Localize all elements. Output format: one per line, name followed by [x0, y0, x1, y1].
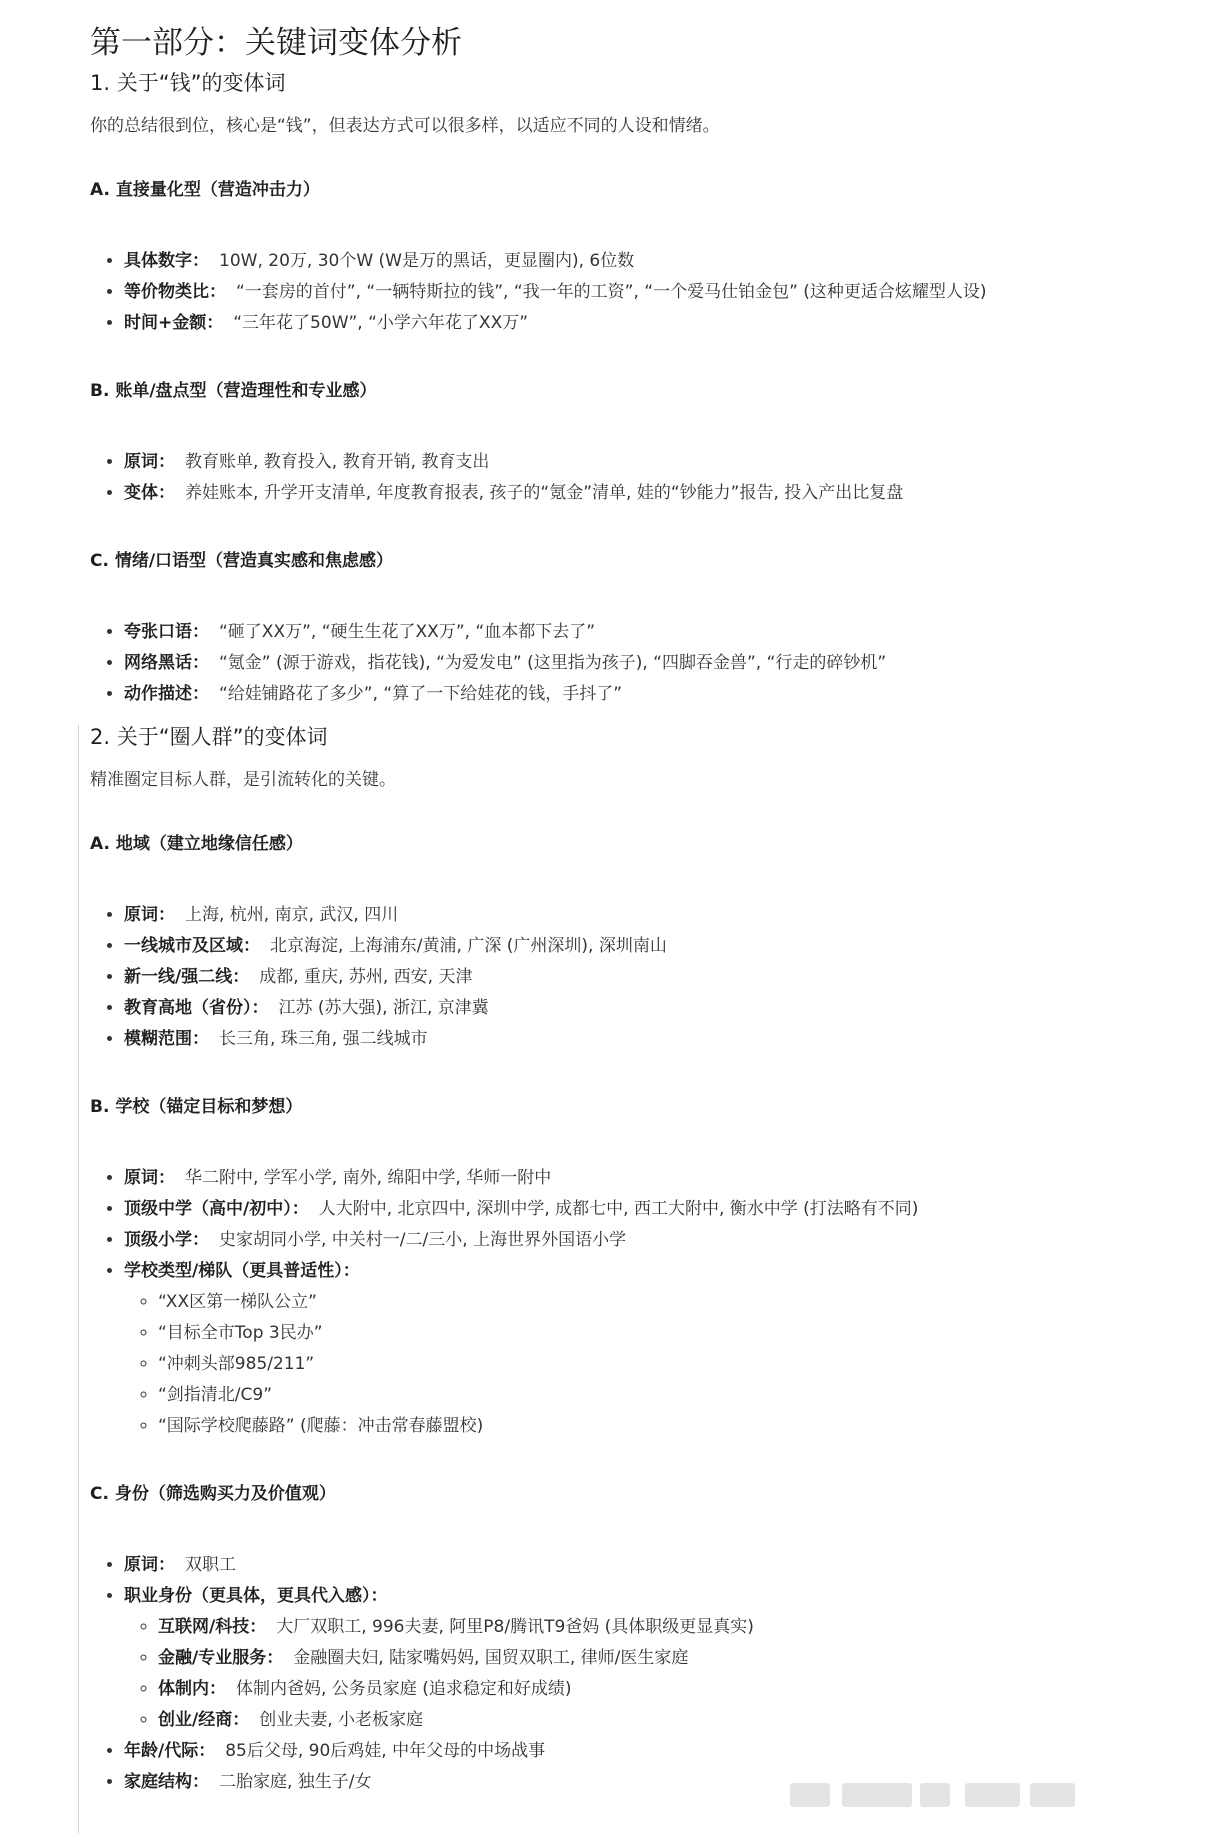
s1-b-list — [90, 447, 1190, 509]
item-value: 双职工 — [185, 1555, 236, 1575]
list-item — [124, 1024, 1190, 1055]
sub-list-item: ◦ “国际学校爬藤路” (爬藤：冲击常春藤盟校) — [158, 1411, 1190, 1442]
list-item — [124, 308, 1190, 339]
quote-rule — [78, 725, 79, 1833]
item-value: 成都, 重庆, 苏州, 西安, 天津 — [259, 967, 473, 987]
list-item — [124, 679, 1190, 710]
s1-c-heading: C. 情绪/口语型（营造真实感和焦虑感） — [90, 551, 394, 571]
list-item — [124, 1736, 1190, 1767]
item-value: 教育账单, 教育投入, 教育开销, 教育支出 — [185, 452, 490, 472]
sub-list-item — [158, 1612, 1190, 1643]
item-key: 动作描述： — [124, 684, 209, 704]
s2-a-list — [90, 900, 1190, 1055]
item-value: 北京海淀, 上海浦东/黄浦, 广深 (广州深圳), 深圳南山 — [270, 936, 667, 956]
list-item — [124, 277, 1190, 308]
sub-list-item: ◦ “XX区第一梯队公立” — [158, 1287, 1190, 1318]
item-key: 网络黑话： — [124, 653, 209, 673]
sub-list-item — [158, 1643, 1190, 1674]
item-key: 原词： — [124, 1555, 175, 1575]
item-key: 教育高地（省份）： — [124, 998, 269, 1018]
list-item — [124, 1163, 1190, 1194]
sub-list-item: ◦ “剑指清北/C9” — [158, 1380, 1190, 1411]
item-key: 体制内： — [158, 1679, 226, 1699]
list-item — [124, 1550, 1190, 1581]
item-key: 一线城市及区域： — [124, 936, 260, 956]
list-item — [124, 478, 1190, 509]
s2-b-heading: B. 学校（锚定目标和梦想） — [90, 1097, 303, 1117]
school-type-sublist — [124, 1287, 1190, 1442]
sub-list-item — [158, 1674, 1190, 1705]
document-content — [90, 18, 1190, 1798]
list-item — [124, 1581, 1190, 1736]
occupation-sublist — [124, 1612, 1190, 1736]
list-item — [124, 900, 1190, 931]
item-value: “给娃铺路花了多少”, “算了一下给娃花的钱，手抖了” — [219, 684, 623, 704]
item-value: 10W, 20万, 30个W (W是万的黑话，更显圈内), 6位数 — [219, 251, 635, 271]
item-key: 夸张口语： — [124, 622, 209, 642]
item-value: 创业夫妻, 小老板家庭 — [259, 1710, 424, 1730]
item-value: 人大附中, 北京四中, 深圳中学, 成都七中, 西工大附中, 衡水中学 (打法略有不同) — [318, 1199, 919, 1219]
item-key: 顶级中学（高中/初中）： — [124, 1199, 309, 1219]
section-1-intro: 你的总结很到位，核心是“钱”，但表达方式可以很多样，以适应不同的人设和情绪。 — [90, 116, 720, 136]
list-item — [124, 1256, 1190, 1442]
item-key: 互联网/科技： — [158, 1617, 267, 1637]
sub-list-item: ◦ “目标全市Top 3民办” — [158, 1318, 1190, 1349]
item-value: “三年花了50W”, “小学六年花了XX万” — [233, 313, 529, 333]
item-key: 顶级小学： — [124, 1230, 209, 1250]
item-value: “砸了XX万”, “硬生生花了XX万”, “血本都下去了” — [219, 622, 596, 642]
item-value: 华二附中, 学军小学, 南外, 绵阳中学, 华师一附中 — [185, 1168, 552, 1188]
section-2-heading: 2. 关于“圈人群”的变体词 — [90, 725, 328, 749]
item-key: 职业身份（更具体，更具代入感）： — [124, 1586, 388, 1606]
section-1-heading: 1. 关于“钱”的变体词 — [90, 71, 286, 95]
item-key: 模糊范围： — [124, 1029, 209, 1049]
item-key: 原词： — [124, 1168, 175, 1188]
sub-list-item: ◦ “冲刺头部985/211” — [158, 1349, 1190, 1380]
s2-a-heading: A. 地域（建立地缘信任感） — [90, 834, 303, 854]
item-value: 金融圈夫妇, 陆家嘴妈妈, 国贸双职工, 律师/医生家庭 — [293, 1648, 689, 1668]
item-value: 体制内爸妈, 公务员家庭 (追求稳定和好成绩) — [236, 1679, 572, 1699]
item-key: 变体： — [124, 483, 175, 503]
list-item — [124, 648, 1190, 679]
item-value: “氪金” (源于游戏，指花钱), “为爱发电” (这里指为孩子), “四脚吞金兽”, “行走的碎钞机” — [219, 653, 887, 673]
list-item — [124, 246, 1190, 277]
s2-c-heading: C. 身份（筛选购买力及价值观） — [90, 1484, 336, 1504]
s1-c-list — [90, 617, 1190, 710]
item-value: 江苏 (苏大强), 浙江, 京津冀 — [278, 998, 489, 1018]
item-value: 养娃账本, 升学开支清单, 年度教育报表, 孩子的“氪金”清单, 娃的“钞能力”报告, 投入产出比复盘 — [185, 483, 904, 503]
item-value: 85后父母, 90后鸡娃, 中年父母的中场战事 — [225, 1741, 546, 1761]
item-key: 具体数字： — [124, 251, 209, 271]
sub-list-item — [158, 1705, 1190, 1736]
item-key: 年龄/代际： — [124, 1741, 216, 1761]
item-key: 创业/经商： — [158, 1710, 250, 1730]
s2-b-list — [90, 1163, 1190, 1442]
item-key: 家庭结构： — [124, 1772, 209, 1792]
s2-c-list — [90, 1550, 1190, 1798]
list-item — [124, 617, 1190, 648]
s1-b-heading: B. 账单/盘点型（营造理性和专业感） — [90, 381, 377, 401]
item-key: 等价物类比： — [124, 282, 226, 302]
list-item — [124, 993, 1190, 1024]
item-value: 史家胡同小学, 中关村一/二/三小, 上海世界外国语小学 — [219, 1230, 627, 1250]
item-value: “一套房的首付”, “一辆特斯拉的钱”, “我一年的工资”, “一个爱马仕铂金包” (这种更适合炫耀型人设) — [236, 282, 987, 302]
list-item — [124, 1225, 1190, 1256]
list-item — [124, 447, 1190, 478]
list-item — [124, 962, 1190, 993]
item-key: 新一线/强二线： — [124, 967, 250, 987]
item-value: 长三角, 珠三角, 强二线城市 — [219, 1029, 428, 1049]
blurred-watermark — [790, 1775, 1090, 1815]
item-key: 金融/专业服务： — [158, 1648, 284, 1668]
section-2-intro: 精准圈定目标人群，是引流转化的关键。 — [90, 770, 396, 790]
item-key: 原词： — [124, 905, 175, 925]
item-value: 上海, 杭州, 南京, 武汉, 四川 — [185, 905, 399, 925]
item-key: 学校类型/梯队（更具普适性）： — [124, 1261, 360, 1281]
item-key: 原词： — [124, 452, 175, 472]
item-value: 大厂双职工, 996夫妻, 阿里P8/腾讯T9爸妈 (具体职级更显真实) — [276, 1617, 754, 1637]
page-title: 第一部分：关键词变体分析 — [90, 25, 462, 61]
list-item — [124, 1194, 1190, 1225]
item-key: 时间+金额： — [124, 313, 224, 333]
item-value: 二胎家庭, 独生子/女 — [219, 1772, 372, 1792]
s1-a-heading: A. 直接量化型（营造冲击力） — [90, 180, 320, 200]
list-item — [124, 931, 1190, 962]
s1-a-list — [90, 246, 1190, 339]
